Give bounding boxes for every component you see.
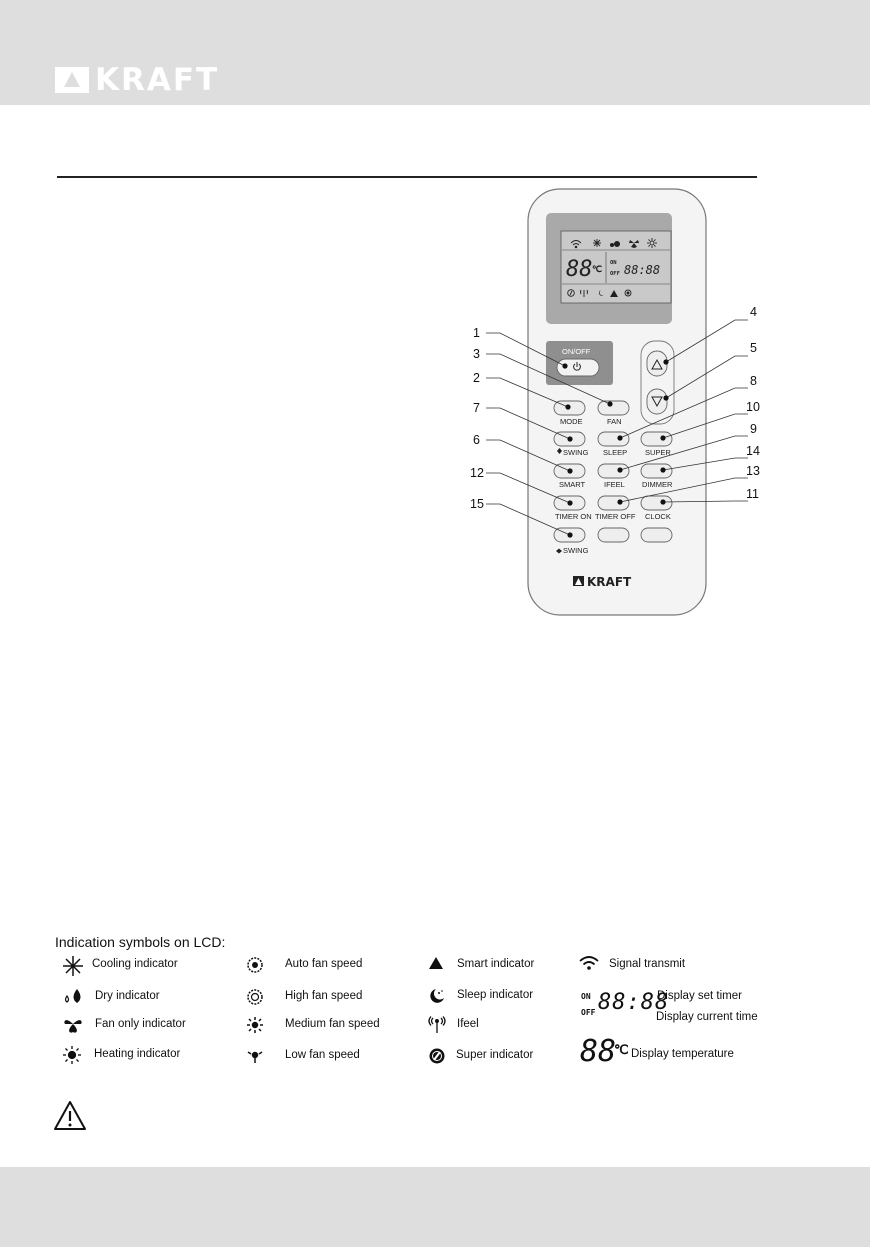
ifeel-icon (428, 1016, 446, 1034)
clock-button[interactable] (641, 496, 672, 510)
ifeel-label: IFEEL (604, 480, 625, 489)
callout-number: 15 (470, 497, 484, 511)
dimmer-label: DIMMER (642, 480, 673, 489)
callout-number: 5 (750, 341, 757, 355)
legend-current-time: Display current time (656, 1011, 758, 1023)
onoff-label: ON/OFF (562, 347, 591, 356)
callout-number: 4 (750, 305, 757, 319)
legend-auto-fan: Auto fan speed (285, 958, 363, 970)
fan-button[interactable] (598, 401, 629, 415)
super-label: SUPER (645, 448, 671, 457)
section-divider (57, 176, 757, 178)
lcd-temp-digits: 88 (566, 257, 593, 282)
sleep-label: SLEEP (603, 448, 628, 457)
legend-fan-only: Fan only indicator (95, 1018, 186, 1030)
smart-label: SMART (559, 480, 586, 489)
mode-label: MODE (560, 417, 583, 426)
lcd-dry-icon (610, 243, 613, 246)
callout-number: 14 (746, 444, 760, 458)
legend-ifeel: Ifeel (457, 1018, 479, 1030)
temp-down-button[interactable] (647, 389, 667, 414)
legend-sleep: Sleep indicator (457, 989, 534, 1001)
lcd-snowflake-icon (593, 239, 601, 247)
signal-transmit-icon (578, 955, 600, 971)
legend-timer-on: ON (581, 992, 591, 1001)
warning-icon (53, 1100, 87, 1132)
legend-super: Super indicator (456, 1049, 534, 1061)
medium-fan-speed-icon (246, 1016, 264, 1034)
swing-horizontal-label: SWING (563, 546, 589, 555)
legend-temp-unit: ℃ (614, 1042, 629, 1057)
timer-off-button[interactable] (598, 496, 629, 510)
legend-high-fan: High fan speed (285, 990, 363, 1002)
auto-fan-speed-icon (246, 956, 264, 974)
footer-band (0, 1167, 870, 1247)
callout-number: 13 (746, 464, 760, 478)
callout-number: 10 (746, 400, 760, 414)
legend-dry: Dry indicator (95, 990, 160, 1002)
legend-temperature: Display temperature (631, 1048, 734, 1060)
timer-on-label: TIMER ON (555, 512, 592, 521)
callout-number: 11 (746, 487, 759, 501)
legend-title: Indication symbols on LCD: (55, 934, 226, 950)
legend-temp-digits: 88 (580, 1034, 617, 1069)
blank-button-2[interactable] (641, 528, 672, 542)
legend-timer-off: OFF (581, 1008, 596, 1017)
ifeel-button[interactable] (598, 464, 629, 478)
dimmer-button[interactable] (641, 464, 672, 478)
lcd-temp-unit: ℃ (592, 265, 603, 275)
legend-low-fan: Low fan speed (285, 1049, 360, 1061)
super-button[interactable] (641, 432, 672, 446)
callout-number: 1 (473, 326, 480, 340)
smart-icon (428, 956, 444, 970)
callout-number: 12 (470, 466, 484, 480)
brand-logo-icon (55, 67, 89, 93)
snowflake-icon (62, 955, 84, 977)
callout-number: 6 (473, 433, 480, 447)
lcd-time-digits: 88:88 (624, 263, 661, 277)
super-icon (428, 1047, 446, 1065)
legend-smart: Smart indicator (457, 958, 535, 970)
legend-medium-fan: Medium fan speed (285, 1018, 380, 1030)
blank-button-1[interactable] (598, 528, 629, 542)
callout-number: 9 (750, 422, 757, 436)
legend-signal: Signal transmit (609, 958, 686, 970)
lcd-on-label: ON (610, 260, 617, 266)
timer-off-label: TIMER OFF (595, 512, 636, 521)
clock-label: CLOCK (645, 512, 671, 521)
fan-icon (62, 1013, 84, 1035)
legend-set-timer: Display set timer (657, 990, 742, 1002)
sleep-icon (428, 987, 446, 1005)
callout-number: 7 (473, 401, 480, 415)
sleep-button[interactable] (598, 432, 629, 446)
legend-heating: Heating indicator (94, 1048, 181, 1060)
swing-vertical-label: SWING (563, 448, 589, 457)
high-fan-speed-icon (246, 988, 264, 1006)
lcd-off-label: OFF (610, 271, 620, 277)
remote-control-diagram (450, 185, 770, 625)
legend-cooling: Cooling indicator (92, 958, 178, 970)
water-drop-icon (62, 986, 86, 1006)
legend-timer-digits: 88:88 (598, 990, 670, 1015)
callout-number: 8 (750, 374, 757, 388)
sun-icon (62, 1045, 82, 1065)
remote-brand-label: KRAFT (587, 575, 632, 589)
callout-number: 2 (473, 371, 480, 385)
brand-logo (55, 62, 220, 98)
brand-name: KRAFT (95, 62, 220, 98)
low-fan-speed-icon (246, 1047, 264, 1065)
callout-number: 3 (473, 347, 480, 361)
fan-label: FAN (607, 417, 622, 426)
